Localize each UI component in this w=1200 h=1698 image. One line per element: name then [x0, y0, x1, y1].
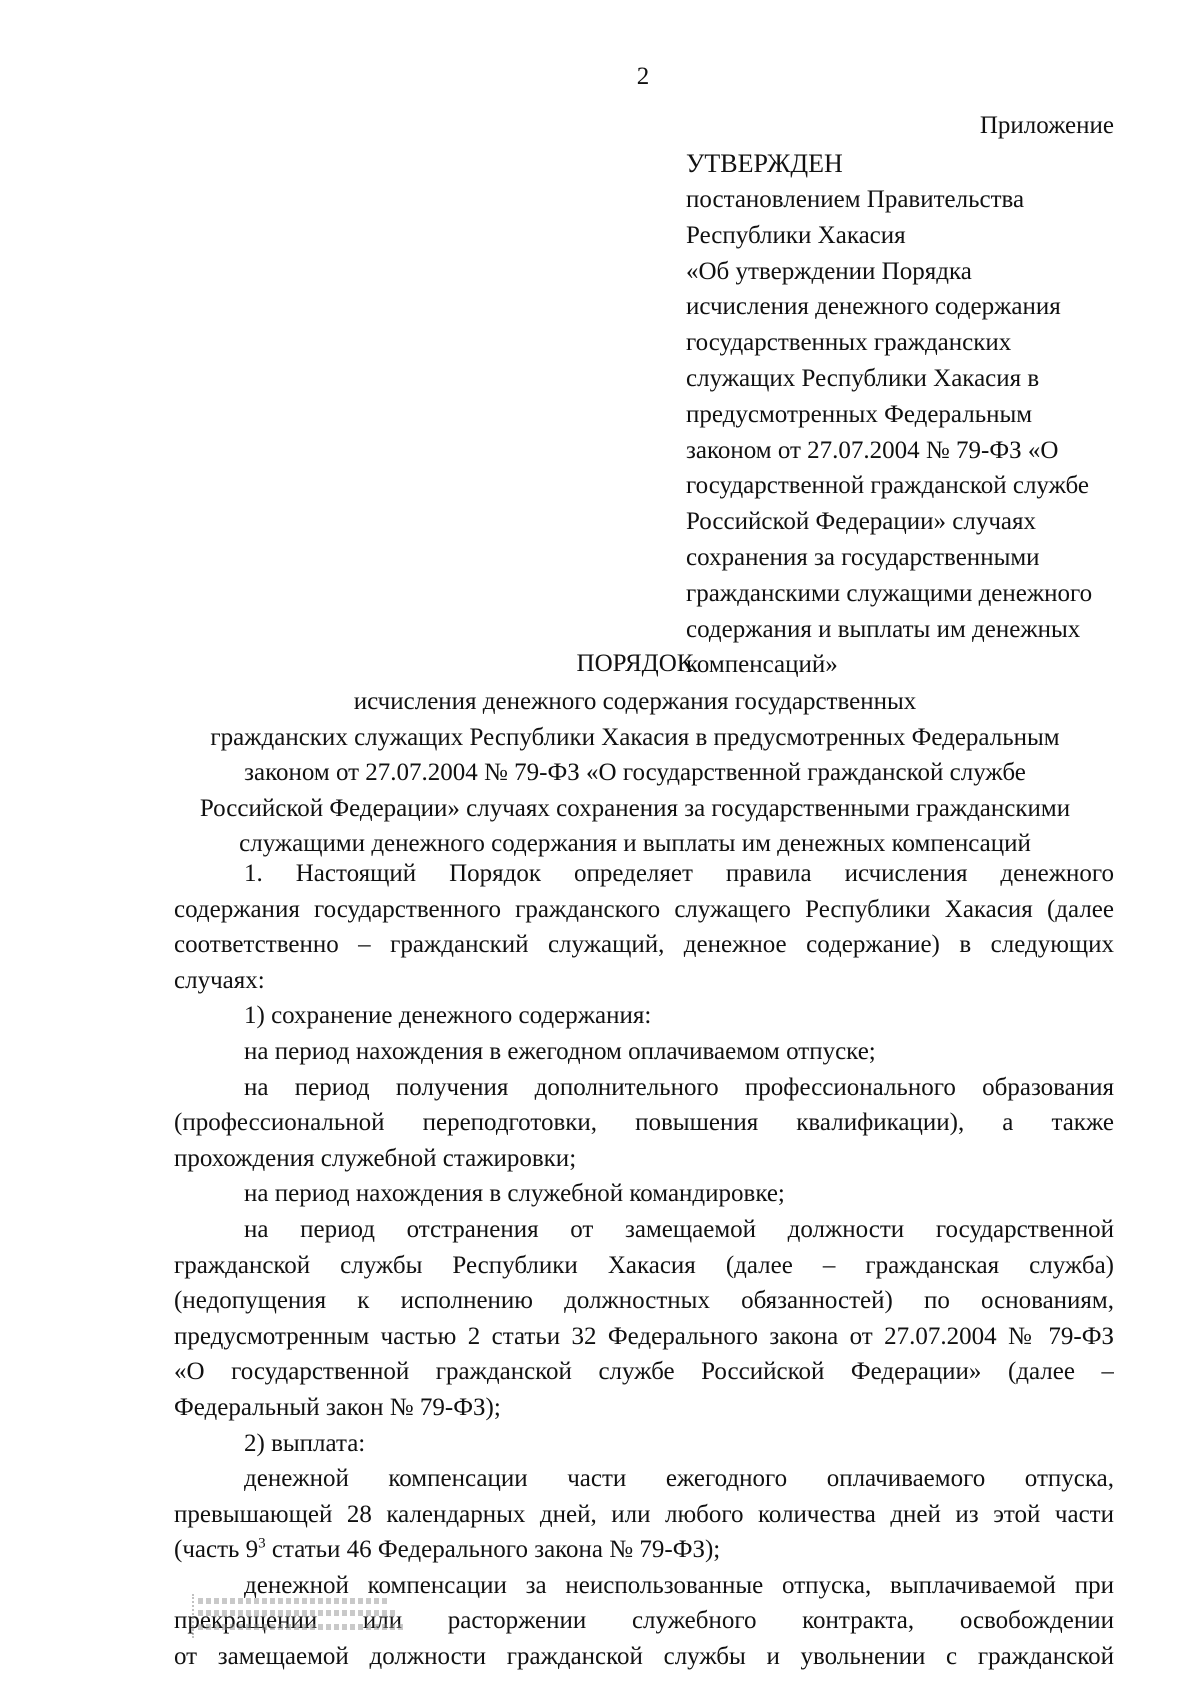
approved-heading: УТВЕРЖДЕН: [686, 149, 843, 178]
title-line: служащими денежного содержания и выплаты им денежных компенсаций: [239, 830, 1031, 857]
title-line: Российской Федерации» случаях сохранения за государственными гражданскими: [199, 794, 1071, 822]
document-title: [160, 646, 1110, 862]
title-subtitle: [160, 684, 1110, 862]
stamp-bracket: [192, 1594, 197, 1638]
approval-line: Российской Федерации» случаях: [686, 508, 1037, 536]
body-line: содержания государственного гражданского служащего Республики Хакасия (далее: [174, 895, 1114, 923]
body-line: денежной компенсации за неиспользованные отпуска, выплачиваемой при: [244, 1571, 1114, 1599]
body-line: случаях:: [174, 966, 265, 994]
body-line-part: (часть 9: [174, 1536, 259, 1564]
superscript: 3: [258, 1535, 266, 1552]
approval-line: компенсаций»: [686, 651, 838, 679]
page-number: 2: [636, 63, 650, 90]
body-line: на период нахождения в ежегодном оплачиваемом отпуске;: [244, 1037, 876, 1065]
body-line: превышающей 28 календарных дней, или любого количества дней из этой части: [174, 1500, 1114, 1528]
approval-line: служащих Республики Хакасия в: [686, 364, 1040, 392]
body-line: (недопущения к исполнению должностных обязанностей) по основаниям,: [174, 1287, 1114, 1315]
title-line: законом от 27.07.2004 № 79-ФЗ «О государственной гражданской службе: [244, 759, 1026, 786]
body-line: 2) выплата:: [244, 1429, 366, 1457]
stamp-line: [198, 1598, 388, 1604]
approval-line: гражданскими служащими денежного: [686, 579, 1093, 607]
body-line: 1) сохранение денежного содержания:: [244, 1002, 652, 1030]
body-line: на период получения дополнительного профессионального образования: [244, 1073, 1114, 1101]
title-line: гражданских служащих Республики Хакасия в предусмотренных Федеральным: [210, 723, 1060, 751]
body-line: прохождения служебной стажировки;: [174, 1144, 577, 1172]
body-line: гражданской службы Республики Хакасия (далее – гражданская служба): [174, 1251, 1114, 1279]
approval-line: государственной гражданской службе: [686, 472, 1090, 500]
approval-line: предусмотренных Федеральным: [686, 400, 1033, 428]
approval-line: постановлением Правительства: [686, 186, 1025, 213]
body-line: [174, 1532, 1114, 1568]
title-line: исчисления денежного содержания государственных: [353, 688, 917, 715]
approval-line: содержания и выплаты им денежных: [686, 615, 1081, 643]
title-main: ПОРЯДОК: [576, 650, 694, 677]
approval-line: сохранения за государственными: [686, 543, 1040, 571]
body-line: на период отстранения от замещаемой должности государственной: [244, 1215, 1114, 1243]
body-line-part: статьи 46 Федерального закона № 79-ФЗ);: [265, 1536, 721, 1564]
approval-line: «Об утверждении Порядка: [686, 257, 972, 285]
body-line: соответственно – гражданский служащий, денежное содержание) в следующих: [174, 931, 1114, 959]
document-body: [174, 856, 1114, 1675]
body-line: денежной компенсации части ежегодного оплачиваемого отпуска,: [244, 1465, 1114, 1493]
stamp-line: [198, 1624, 403, 1630]
body-line: на период нахождения в служебной командировке;: [244, 1180, 785, 1208]
faint-stamp: [192, 1590, 407, 1642]
body-line: предусмотренным частью 2 статьи 32 Федерального закона от 27.07.2004 № 79-ФЗ: [174, 1322, 1114, 1350]
stamp-line: [198, 1610, 398, 1616]
approval-details: [686, 182, 1114, 683]
body-line: от замещаемой должности гражданской службы и увольнении с гражданской: [174, 1643, 1114, 1671]
approval-line: исчисления денежного содержания: [686, 293, 1061, 321]
body-line: (профессиональной переподготовки, повышения квалификации), а также: [174, 1109, 1114, 1137]
body-line: 1. Настоящий Порядок определяет правила исчисления денежного: [244, 860, 1114, 887]
appendix-label: Приложение: [979, 112, 1114, 139]
approval-line: Республики Хакасия: [686, 221, 906, 249]
approval-line: законом от 27.07.2004 № 79-ФЗ «О: [686, 436, 1059, 464]
body-line: прекращении или расторжении служебного контракта, освобождении: [174, 1607, 1114, 1635]
appendix-block: [686, 108, 1114, 683]
approval-line: государственных гражданских: [686, 329, 1012, 357]
body-line: «О государственной гражданской службе Российской Федерации» (далее –: [174, 1358, 1114, 1386]
body-line: Федеральный закон № 79-ФЗ);: [174, 1393, 501, 1421]
